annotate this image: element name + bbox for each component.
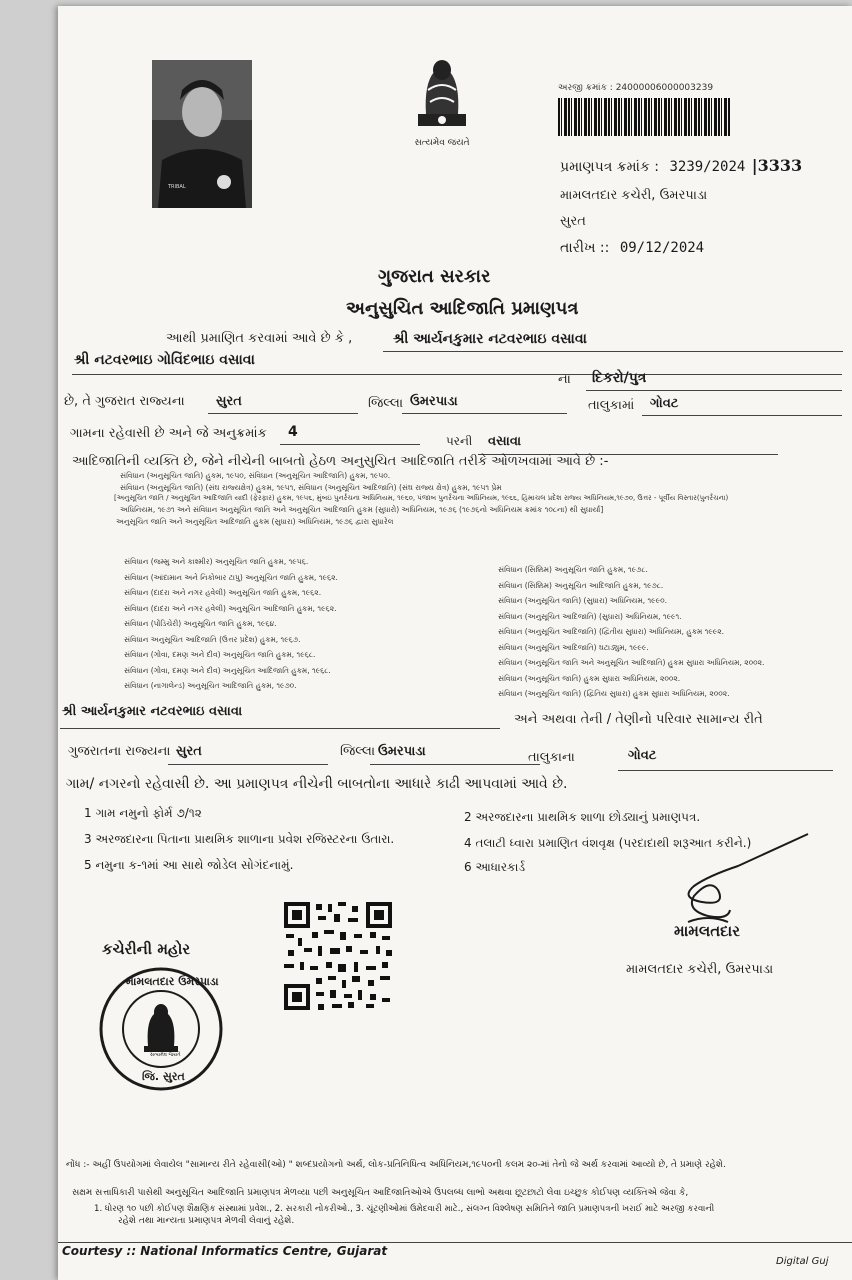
emblem-caption: સત્યમેવ જયતે bbox=[414, 138, 470, 148]
tribe: વસાવા bbox=[488, 434, 522, 449]
order-item: સંવિધાન (અનુસૂચિત જાતિ) (દ્વિતિય સુધારા) હુકમ સુધારા અધિનિયમ, ૨૦૦૨. bbox=[498, 689, 730, 698]
signatory: મામલતદાર bbox=[674, 922, 740, 940]
relation: દિકરો/પુત્ર bbox=[592, 370, 647, 386]
signature-icon bbox=[668, 826, 818, 936]
taluka-2-underline bbox=[370, 764, 540, 765]
order-line: અનુસૂચિત જાતિ અને અનુસૂચિત આદિજાતિ હુકમ (સુધારા) અધિનિયમ, ૧૯૭૬ દ્વારા સુધારેલ bbox=[116, 516, 394, 526]
father-name-underline bbox=[72, 374, 842, 375]
orders-list bbox=[104, 472, 844, 529]
village: ગોવટ bbox=[650, 396, 679, 411]
applicant-photo bbox=[152, 60, 252, 208]
applicant-name-2: શ્રી આર્યનકુમાર નટવરભાઇ વસાવા bbox=[62, 704, 243, 719]
per-text: પરની bbox=[446, 434, 473, 448]
footer-divider bbox=[58, 1242, 852, 1243]
barcode bbox=[558, 98, 731, 136]
date-label: તારીખ :: bbox=[560, 240, 610, 256]
father-name: શ્રી નટવરભાઇ ગોવિંદભાઇ વસાવા bbox=[74, 352, 255, 368]
taluka-value: ઉમરપાડા bbox=[410, 394, 458, 409]
district-label-2: જિલ્લા bbox=[340, 744, 376, 759]
state-district-2: સુરત bbox=[176, 744, 202, 759]
district-2-underline bbox=[168, 764, 328, 765]
document-item: 1 ગામ નમુનો ફોર્મ ૭/૧૨ bbox=[84, 806, 202, 820]
serial-number: 4 bbox=[288, 424, 298, 440]
state-text-2: ગુજરાતના રાજ્યના bbox=[68, 744, 171, 759]
order-line: અધિનિયમ, ૧૯૭૧ અને સંવિધાન અનુસૂચિત જાતિ અને અનુસૂચિત આદિજાતિ હુકમ (સુધારો) અધિનિયમ, ૧૯૭૬ (૧૯૭૬નો અધિનિયમ ક્રમાંક ૧૦૮ના) થી સુધાર્યા] bbox=[120, 505, 604, 514]
resident-text: ગામના રહેવાસી છે અને જે અનુક્રમાંક bbox=[70, 426, 267, 441]
order-item: સંવિધાન (ગોવા, દમણ અને દીવ) અનુસૂચિત આદિજાતિ હુકમ, ૧૯૬૮. bbox=[124, 665, 331, 675]
document-item: 3 અરજદારના પિતાના પ્રાથમિક શાળાના પ્રવેશ રજિસ્ટરના ઉતારા. bbox=[84, 832, 395, 846]
applicant-name-2-underline bbox=[60, 728, 500, 729]
district-underline bbox=[208, 413, 358, 414]
certificate-paper bbox=[58, 6, 852, 1280]
certificate-title: અનુસુચિત આદિજાતિ પ્રમાણપત્ર bbox=[346, 298, 579, 319]
relation-underline bbox=[586, 390, 842, 391]
document-item: 5 નમુના ક-૧માં આ સાથે જોડેલ સોગંદનામું. bbox=[84, 858, 294, 872]
document-item: 4 તલાટી ધ્વારા પ્રમાણિત વંશવૃક્ષ (પરદાદાથી શરૂઆત કરીને.) bbox=[464, 836, 752, 850]
issue-date bbox=[560, 240, 704, 256]
note-4: રહેશે તથા માન્યતા પ્રમાણપત્ર મેળવી લેવાનું રહેશે. bbox=[118, 1216, 295, 1226]
national-emblem bbox=[406, 54, 478, 154]
order-item: સંવિધાન (દાદરા અને નગર હવેલી) અનુસૂચિત આદિજાતિ હુકમ, ૧૯૬૨. bbox=[124, 603, 337, 613]
document-item: 6 આધારકાર્ડ bbox=[464, 860, 526, 874]
courtesy: Courtesy :: National Informatics Centre, Gujarat bbox=[62, 1244, 388, 1258]
state-district: સુરત bbox=[216, 394, 242, 409]
note-3: 1. ધોરણ ૧૦ પછી કોઈપણ શૈક્ષણિક સંસ્થામાં પ્રવેશ., 2. સરકારી નોકરીઓ., 3. ચૂંટણીઓમાં ઉમેદવારી માટે., સંલગ્ન વિશ્લેષણ સમિતિને જાતિ પ્રમાણપત્રની ખરાઈ માટે અરજી કરવાની bbox=[94, 1204, 715, 1214]
order-item: સંવિધાન (જમ્મુ અને કાશ્મીર) અનુસૂચિત જાતિ હુકમ, ૧૯૫૬. bbox=[124, 557, 309, 566]
note-2: સક્ષમ સત્તાધિકારી પાસેથી અનુસૂચિત આદિજાતિ પ્રમાણપત્ર મેળવ્યા પછી અનુસૂચિત આદિજાતિઓએ ઉપલબ્ધ લાભો અથવા છૂટછાટો લેવા ઇચ્છુક કોઈપણ વ્યક્તિએ જેવા કે, bbox=[72, 1188, 689, 1198]
serial-underline bbox=[280, 444, 420, 445]
district-label: જિલ્લા bbox=[368, 396, 404, 411]
ashoka-emblem-icon bbox=[412, 54, 472, 136]
family-text: અને અથવા તેની / તેણીનો પરિવાર સામાન્ય રીતે bbox=[514, 712, 763, 727]
person-silhouette-icon bbox=[152, 60, 252, 208]
village-2: ગોવટ bbox=[628, 748, 657, 763]
application-number: અરજી ક્રમાંક : 24000006000003239 bbox=[558, 83, 714, 93]
order-item: સંવિધાન (દાદરા અને નગર હવેલી) અનુસૂચિત જાતિ હુકમ, ૧૯૬૨. bbox=[124, 588, 322, 597]
tribe-text: આદિજાતિની વ્યક્તિ છે, જેને નીચેની બાબતો હેઠળ અનુસુચિત આદિજાતિ તરીકે ઓળખવામાં આવે છે :- bbox=[72, 454, 609, 469]
taluka-label-2: તાલુકાના bbox=[528, 750, 575, 765]
taluka-underline bbox=[402, 413, 567, 414]
order-item: સંવિધાન (નાગાલેન્ડ) અનુસૂચિત આદિજાતિ હુકમ, ૧૯૭૦. bbox=[124, 681, 297, 690]
order-line: સંવિધાન (અનુસૂચિત જાતિ) હુકમ, ૧૯૫૦, સંવિધાન (અનુસૂચિત આદિજાતિ) હુકમ, ૧૯૫૦. bbox=[120, 471, 391, 480]
orders-right bbox=[498, 566, 848, 706]
handwritten-number: |3333 bbox=[751, 156, 803, 175]
order-item: સંવિધાન (અનુસૂચિત જાતિ અને અનુસૂચિત આદિજાતિ) હુકમ સુધારા અધિનિયમ, ૨૦૦૨. bbox=[498, 658, 765, 667]
order-item: સંવિધાન (અનુસૂચિત આદિજાતિ) ઘટાડ્યુમ, ૧૯૯૯. bbox=[498, 642, 649, 652]
applicant-name: શ્રી આર્યનકુમાર નટવરભાઇ વસાવા bbox=[393, 331, 587, 347]
order-item: સંવિધાન (અનુસૂચિત આદિજાતિ) (સુધારા) અધિનિયમ, ૧૯૯૧. bbox=[498, 611, 682, 621]
digital-label: Digital Guj bbox=[776, 1256, 829, 1267]
state-text: છે, તે ગુજરાત રાજ્યના bbox=[64, 394, 185, 409]
office-district: સુરત bbox=[560, 214, 586, 229]
order-item: સંવિધાન (સિક્કિમ) અનુસૂચિત આદિજાતિ હુકમ, ૧૯૭૮. bbox=[498, 580, 664, 590]
date-value: 09/12/2024 bbox=[619, 240, 705, 256]
order-item: સંવિધાન (અનુસૂચિત આદિજાતિ) (દ્વિતીય સુધારા) અધિનિયમ, હુકમ ૧૯૯૨. bbox=[498, 627, 725, 636]
order-item: સંવિધાન (અનુસૂચિત જાતિ) (સુધારા) અધિનિયમ, ૧૯૯૦. bbox=[498, 596, 667, 605]
document-item: 2 અરજદારના પ્રાથમિક શાળા છોડ્યાનું પ્રમાણપત્ર. bbox=[464, 810, 701, 824]
seal-text-top: મામલતદાર ઉમરપાડા bbox=[126, 975, 219, 988]
certificate-number-value: 3239/2024 bbox=[669, 159, 746, 175]
applicant-name-underline bbox=[383, 351, 843, 352]
order-item: સંવિધાન (અનુસૂચિત જાતિ) હુકમ સુધારા અધિનિયમ, ૨૦૦૨. bbox=[498, 673, 681, 683]
taluka-label: તાલુકામાં bbox=[588, 398, 635, 413]
order-line: સંવિધાન (અનુસૂચિત જાતિ) (સંઘ રાજ્યક્ષેત્ર) હુકમ, ૧૯૫૧, સંવિધાન (અનુસૂચિત આદિજાતિ) (સંઘ રાજ્ય ક્ષેત્ર) હુકમ, ૧૯૫૧ પ્રેમ bbox=[120, 482, 502, 492]
order-item: સંવિધાન (આંદામાન અને નિકોબાર ટાપુ) અનુસૂચિત જાતિ હુકમ, ૧૯૬૨. bbox=[124, 572, 338, 582]
government-heading: ગુજરાત સરકાર bbox=[378, 266, 491, 287]
order-item: સંવિધાન (પોંડિચેરી) અનુસૂચિત જાતિ હુકમ, ૧૯૬૪. bbox=[124, 619, 277, 628]
order-line: [અનુસૂચિત જાતિ / અનુસૂચિત આદિજાતિ યાદી (ફેરફાર) હુકમ, ૧૯૫૬, મુંબઇ પુનર્રચના અધિનિયમ, ૧૯૬૦, પંજાબ પુનર્રચના અધિનિયમ, ૧૯૬૬, હિમાચલ પ્રદેશ રાજ્ય અધિનિયમ,૧૯૭૦, ઉત્તર - પૂર્વીય વિસ્તાર(પુનર્રચના) bbox=[114, 494, 729, 502]
order-item: સંવિધાન અનુસૂચિત આદિજાતિ (ઉત્તર પ્રદેશ) હુકમ, ૧૯૬૭. bbox=[124, 634, 301, 644]
office-seal bbox=[98, 966, 224, 1092]
certificate-number-label: પ્રમાણપત્ર ક્રમાંક : bbox=[560, 159, 660, 175]
seal-text-bottom: જિ. સુરત bbox=[142, 1070, 185, 1083]
svg-text:TRIBAL: TRIBAL bbox=[168, 184, 186, 190]
order-item: સંવિધાન (ગોવા, દમણ અને દીવ) અનુસૂચિત જાતિ હુકમ, ૧૯૬૮. bbox=[124, 650, 316, 659]
village-underline bbox=[642, 415, 842, 416]
order-item: સંવિધાન (સિક્કિમ) અનુસૂચિત જાતિ હુકમ, ૧૯૭૮. bbox=[498, 565, 648, 574]
note-1: નોંધ :- અહીં ઉપયોગમાં લેવાયેલ "સામાન્ય રીતે રહેવાસી(ઓ) " શબ્દપ્રયોગનો અર્થ, લોક-પ્રતિનિધિત્વ અધિનિયમ,૧૯૫૦ની કલમ ૨૦-માં તેનો જે અર્થ કરવામાં આવ્યો છે, તે પ્રમાણે રહેશે. bbox=[66, 1160, 726, 1170]
issue-text: ગામ/ નગરનો રહેવાસી છે. આ પ્રમાણપત્ર નીચેની બાબતોના આધારે કાઢી આપવામાં આવે છે. bbox=[66, 776, 568, 792]
qr-code bbox=[282, 900, 394, 1012]
signatory-office: મામલતદાર કચેરી, ઉમરપાડા bbox=[626, 962, 774, 977]
of-text: ના bbox=[558, 372, 571, 387]
certificate-number bbox=[560, 156, 802, 175]
orders-left bbox=[124, 558, 504, 698]
taluka-value-2: ઉમરપાડા bbox=[378, 744, 426, 759]
qr-code-icon bbox=[282, 900, 394, 1012]
issuing-office: મામલતદાર કચેરી, ઉમરપાડા bbox=[560, 188, 708, 203]
village-2-underline bbox=[618, 770, 833, 771]
certify-text: આથી પ્રમાણિત કરવામાં આવે છે કે , bbox=[166, 331, 353, 346]
office-seal-label: કચેરીની મહોર bbox=[102, 940, 191, 958]
seal-inner-text: સત્યમેવ જયતે bbox=[150, 1052, 181, 1058]
